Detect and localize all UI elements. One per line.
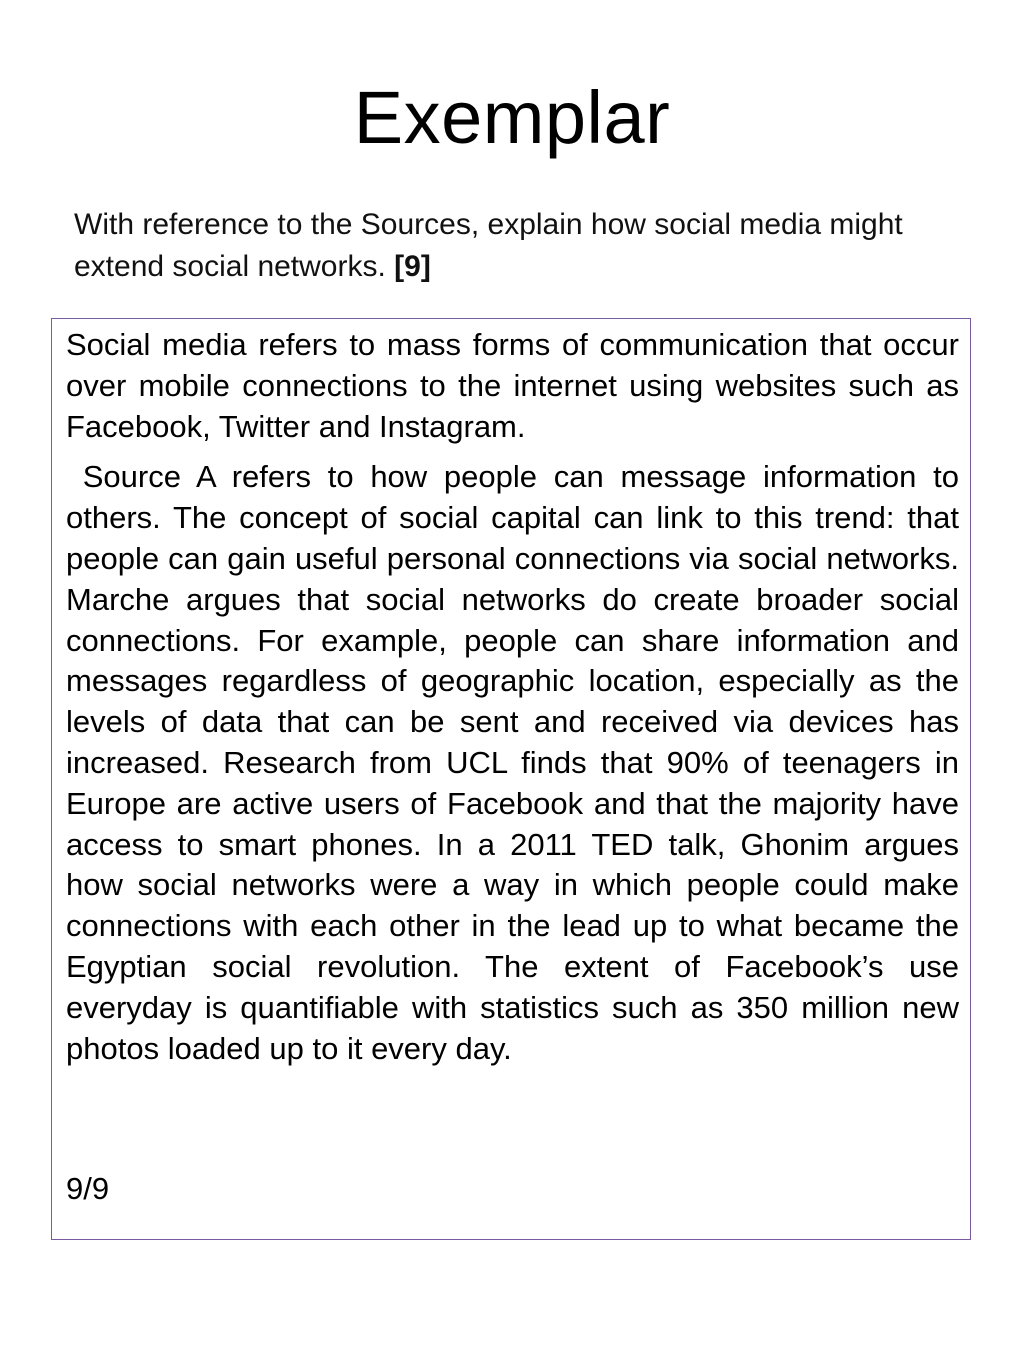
score-label: 9/9 [66,1171,110,1206]
slide-title: Exemplar [353,76,671,159]
answer-text [66,325,959,1069]
answer-box [51,318,971,1240]
question-marks: [9] [394,250,431,283]
answer-paragraph-analysis: Source A refers to how people can message information to others. The concept of social capital can link to this trend: that people can gain useful personal connections via social networks. Marche argues that social networks do create broader social connections. For example, people can share information and messages regardless of geographic location, especially as the levels of data that can be sent and received via devices has increased. Research from UCL finds that 90% of teenagers in Europe are active users of Facebook and that the majority have access to smart phones. In a 2011 TED talk, Ghonim argues how social networks were a way in which people could make connections with each other in the lead up to what became the Egyptian social revolution. The extent of Facebook’s use everyday is quantifiable with statistics such as 350 million new photos loaded up to it every day. [66,459,959,1066]
question-text: With reference to the Sources, explain how social media might extend social networks. [74,208,903,283]
question-prompt [74,204,974,288]
answer-paragraph-definition: Social media refers to mass forms of communication that occur over mobile connections to the internet using websites such as Facebook, Twitter and Instagram. [66,327,959,444]
